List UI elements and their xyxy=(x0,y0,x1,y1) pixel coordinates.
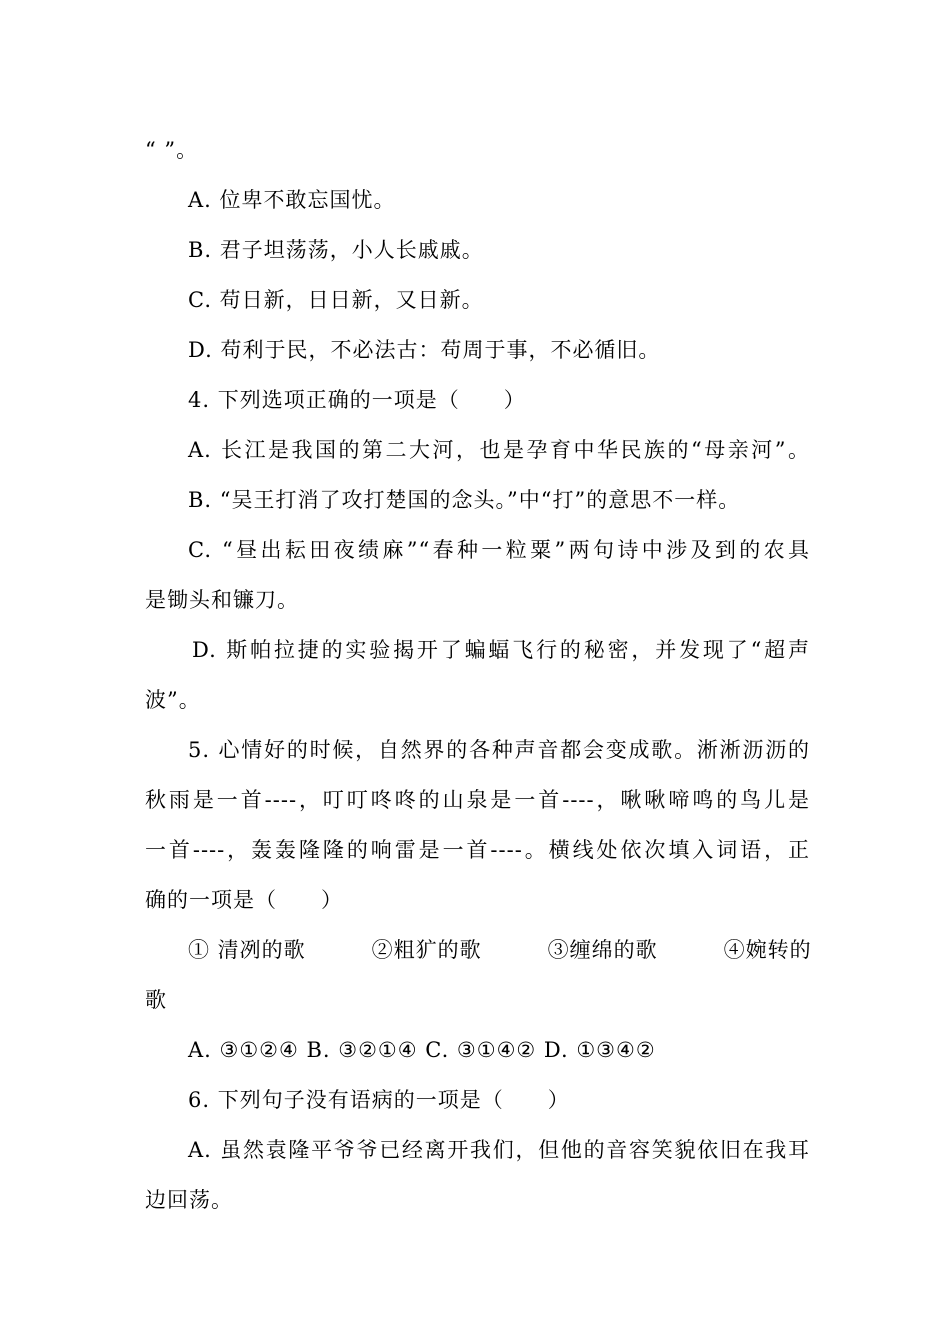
q3-option-c: C. 苟日新，日日新，又日新。 xyxy=(188,288,484,312)
q5-stem-line1: 5. 心情好的时候，自然界的各种声音都会变成歌。淅淅沥沥的 xyxy=(188,738,810,762)
q5-stem-line2: 秋雨是一首----，叮叮咚咚的山泉是一首----，啾啾啼鸣的鸟儿是 xyxy=(145,788,810,812)
q5-stem-line3: 一首----，轰轰隆隆的响雷是一首----。横线处依次填入词语，正 xyxy=(145,838,810,862)
q4-option-b: B. “吴王打消了攻打楚国的念头。”中“打”的意思不一样。 xyxy=(188,488,741,512)
q5-options: A. ③①②④ B. ③②①④ C. ③①④② D. ①③④② xyxy=(188,1038,656,1062)
q4-option-c-line2: 是锄头和镰刀。 xyxy=(145,588,299,612)
q4-stem: 4. 下列选项正确的一项是（ ） xyxy=(188,388,526,412)
q4-option-d-line1: D. 斯帕拉捷的实验揭开了蝙蝠飞行的秘密，并发现了“超声 xyxy=(192,638,810,662)
q4-option-d-line2: 波”。 xyxy=(145,688,201,712)
q5-choices-line2: 歌 xyxy=(145,988,167,1012)
q6-option-a-line2: 边回荡。 xyxy=(145,1188,233,1212)
q4-option-c-line1: C. “昼出耘田夜绩麻”“春种一粒粟”两句诗中涉及到的农具 xyxy=(188,538,810,562)
q4-option-a: A. 长江是我国的第二大河，也是孕育中华民族的“母亲河”。 xyxy=(188,438,810,462)
q5-stem-line4: 确的一项是（ ） xyxy=(145,888,343,912)
q3-option-a: A. 位卑不敢忘国忧。 xyxy=(188,188,396,212)
text-line-quote-end: “ ”。 xyxy=(145,138,199,162)
q6-option-a-line1: A. 虽然袁隆平爷爷已经离开我们，但他的音容笑貌依旧在我耳 xyxy=(188,1138,810,1162)
q5-choices-line1: ① 清冽的歌 ②粗犷的歌 ③缠绵的歌 ④婉转的 xyxy=(188,938,812,962)
q6-stem: 6. 下列句子没有语病的一项是（ ） xyxy=(188,1088,570,1112)
q3-option-d: D. 苟利于民，不必法古：苟周于事，不必循旧。 xyxy=(188,338,661,362)
q3-option-b: B. 君子坦荡荡，小人长戚戚。 xyxy=(188,238,484,262)
